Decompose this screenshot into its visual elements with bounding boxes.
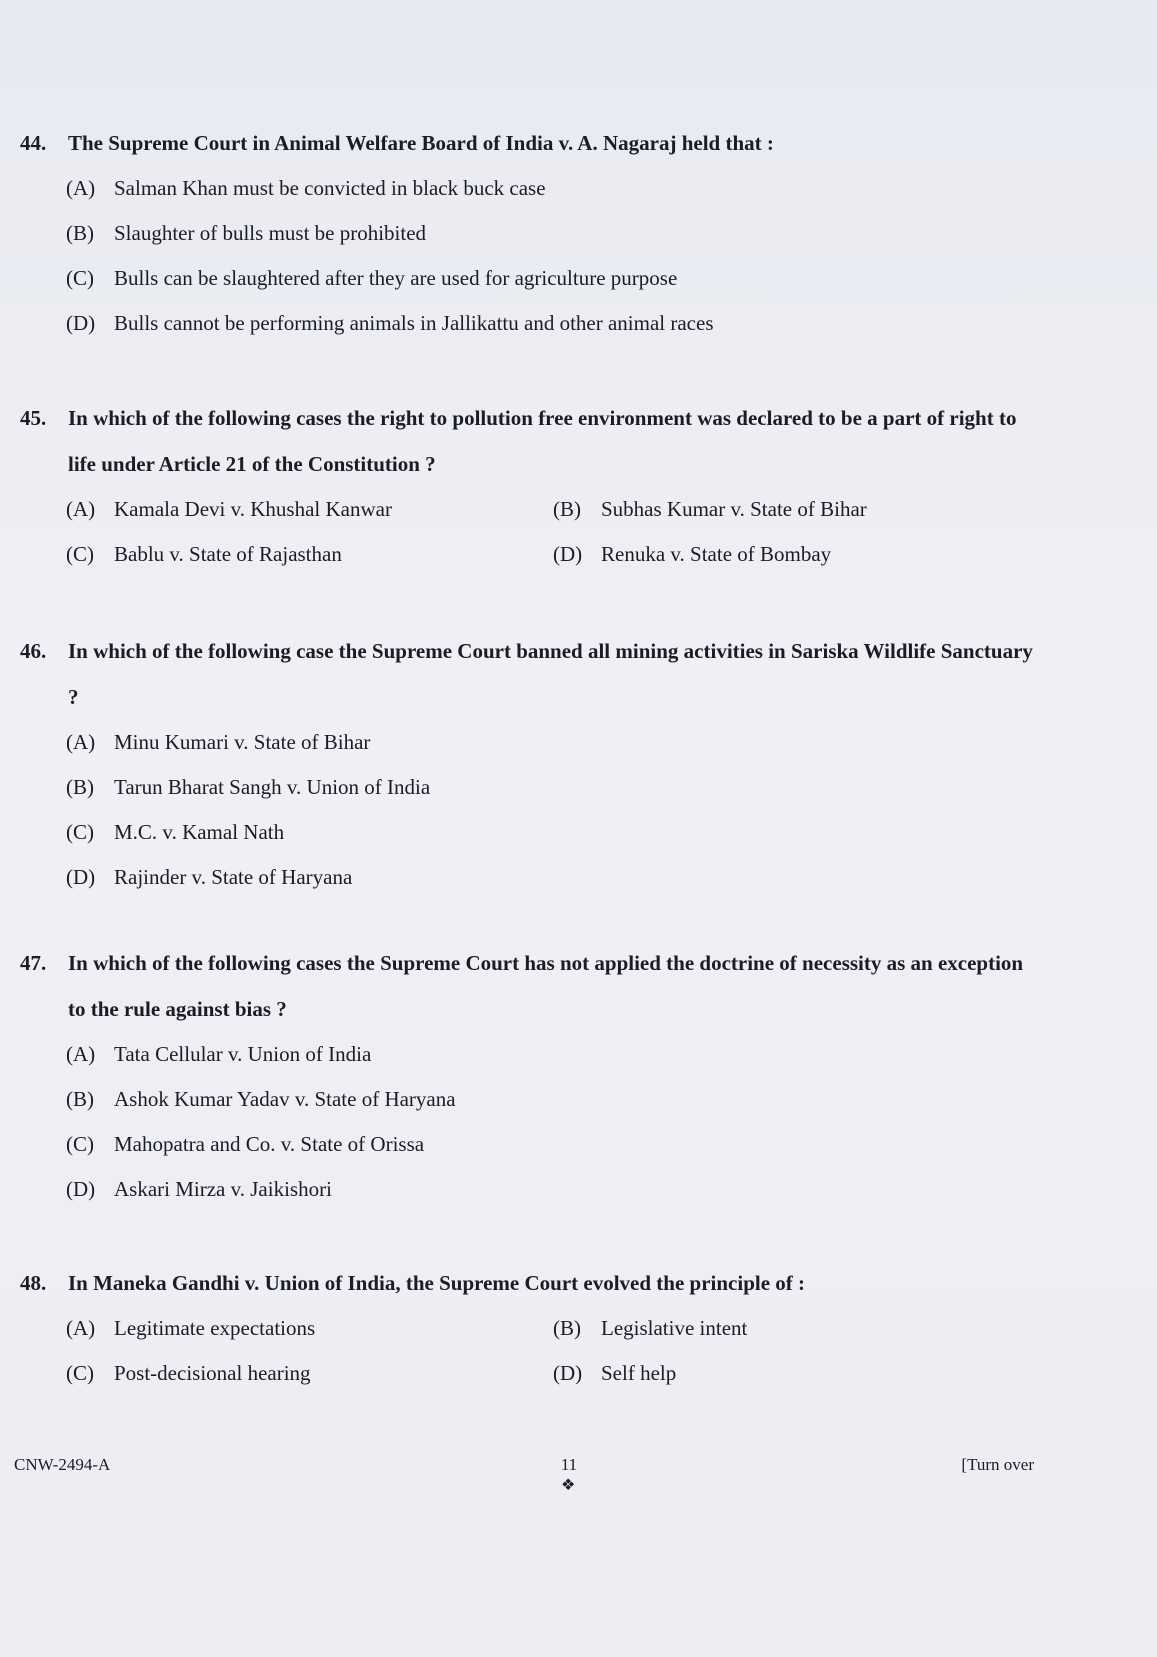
option-letter: (C) [66,542,94,566]
option-letter: (D) [66,311,96,335]
option-c [66,810,1026,855]
option-d [66,1167,1026,1212]
turn-over-label: [Turn over [961,1455,1034,1474]
option-text: Legitimate expectations [114,1316,316,1340]
question-stem [20,395,1040,487]
option-text: Post-decisional hearing [114,1361,311,1385]
options-list [66,1032,1040,1212]
option-letter: (B) [66,221,94,245]
option-text: Ashok Kumar Yadav v. State of Haryana [114,1087,456,1111]
option-letter: (D) [553,542,583,566]
option-text: Bulls can be slaughtered after they are used for agriculture purpose [114,266,678,290]
option-text: Askari Mirza v. Jaikishori [114,1177,332,1201]
question-stem [20,940,1040,1032]
option-letter: (A) [66,1042,96,1066]
option-a [66,1032,1026,1077]
option-c [66,1351,553,1396]
question-number: 46. [20,639,47,663]
option-a [66,487,553,532]
paper-code: CNW-2494-A [14,1455,111,1474]
option-text: Legislative intent [601,1316,748,1340]
question-number: 47. [20,951,47,975]
question-48 [20,1260,1040,1396]
option-text: Kamala Devi v. Khushal Kanwar [114,497,392,521]
question-number: 45. [20,406,47,430]
option-c [66,256,1026,301]
option-text: Mahopatra and Co. v. State of Orissa [114,1132,425,1156]
option-letter: (B) [66,775,94,799]
option-text: Bablu v. State of Rajasthan [114,542,342,566]
option-a [66,720,1026,765]
option-letter: (B) [66,1087,94,1111]
option-d [553,1351,1040,1396]
question-text: In which of the following cases the right to pollution free environment was declared to be a part of right to life under Article 21 of the Constitution ? [68,406,1017,476]
option-text: Renuka v. State of Bombay [601,542,832,566]
ornament-icon: ❖ [561,1477,576,1494]
option-b [553,487,1040,532]
options-list [66,1306,1040,1396]
option-letter: (D) [66,865,96,889]
option-text: Bulls cannot be performing animals in Jallikattu and other animal races [114,311,714,335]
question-number: 48. [20,1271,47,1295]
question-text: In Maneka Gandhi v. Union of India, the Supreme Court evolved the principle of : [68,1271,806,1295]
option-b [66,1077,1026,1122]
option-letter: (A) [66,176,96,200]
option-letter: (C) [66,820,94,844]
option-letter: (C) [66,1361,94,1385]
question-text: In which of the following cases the Supreme Court has not applied the doctrine of necessity as an exception to the rule against bias ? [68,951,1024,1021]
option-text: Tata Cellular v. Union of India [114,1042,372,1066]
question-stem [20,120,1040,166]
option-a [66,166,1026,211]
option-letter: (C) [66,1132,94,1156]
page-footer [14,1455,1034,1494]
option-text: Self help [601,1361,677,1385]
question-number: 44. [20,131,47,155]
option-b [553,1306,1040,1351]
question-45 [20,395,1040,577]
option-b [66,765,1026,810]
question-44 [20,120,1040,346]
option-text: Rajinder v. State of Haryana [114,865,353,889]
question-stem [20,628,1040,720]
option-d [66,855,1026,900]
option-text: M.C. v. Kamal Nath [114,820,285,844]
option-text: Tarun Bharat Sangh v. Union of India [114,775,431,799]
options-list [66,166,1040,346]
option-letter: (B) [553,1316,581,1340]
option-letter: (A) [66,497,96,521]
options-list [66,487,1040,577]
option-b [66,211,1026,256]
option-d [553,532,1040,577]
option-text: Minu Kumari v. State of Bihar [114,730,371,754]
question-stem [20,1260,1040,1306]
question-47 [20,940,1040,1212]
option-c [66,532,553,577]
option-d [66,301,1026,346]
option-text: Subhas Kumar v. State of Bihar [601,497,867,521]
option-letter: (C) [66,266,94,290]
options-list [66,720,1040,900]
option-letter: (D) [66,1177,96,1201]
option-letter: (D) [553,1361,583,1385]
option-text: Salman Khan must be convicted in black buck case [114,176,546,200]
option-letter: (B) [553,497,581,521]
option-text: Slaughter of bulls must be prohibited [114,221,427,245]
option-c [66,1122,1026,1167]
question-text: In which of the following case the Supreme Court banned all mining activities in Sariska Wildlife Sanctuary ? [68,639,1033,709]
question-46 [20,628,1040,900]
page-number: 11 [560,1455,578,1474]
option-a [66,1306,553,1351]
question-text: The Supreme Court in Animal Welfare Board of India v. A. Nagaraj held that : [68,131,774,155]
option-letter: (A) [66,730,96,754]
option-letter: (A) [66,1316,96,1340]
